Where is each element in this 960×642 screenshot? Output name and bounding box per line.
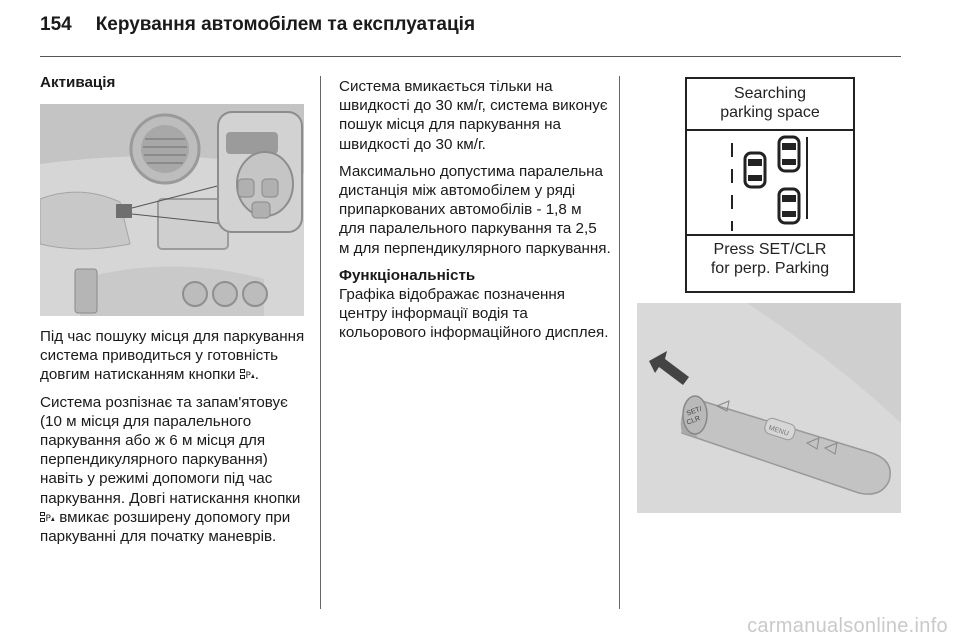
section-heading-activation: Активація [40, 74, 116, 91]
set-label: SET/ [685, 405, 703, 418]
middle-paragraph-2: Максимально допустима паралельна дистанція між автомобілем у ряді припаркованих автомобілів - 1,8 м для паралельного паркування та 2,5 м для перпендикулярного паркування. [339, 162, 611, 257]
section-heading-functionality: Функціональність [339, 266, 476, 284]
header-rule [40, 56, 901, 57]
svg-text:P: P [45, 513, 51, 523]
left-paragraph-1: Під час пошуку місця для паркування система приводиться у готовність довгим натисканням кнопки P . [40, 328, 305, 384]
middle-paragraph-1: Система вмикається тільки на швидкості до 30 км/г, система виконує пошук місця для паркування на швидкості до 30 км/г. [339, 78, 608, 153]
left-paragraph-1-text: Під час пошуку місця для паркування система приводиться у готовність довгим натисканням кнопки [40, 328, 305, 384]
park-assist-icon [240, 369, 255, 380]
left-paragraph-2 [40, 393, 312, 547]
middle-column [339, 77, 611, 351]
stalk-drawing [637, 303, 901, 513]
svg-text:P: P [245, 371, 251, 381]
display-separator-bottom [687, 234, 853, 236]
page-title: Керування автомобілем та експлуатація [95, 14, 476, 35]
column-divider-1 [320, 76, 321, 609]
page-number: 154 [40, 14, 72, 35]
middle-paragraph-3: Графіка відображає позначення центру інформації водія та кольорового інформаційного дисплея. [339, 286, 609, 342]
display-bottom-text [687, 240, 853, 278]
car-icon-parked-1 [779, 137, 799, 171]
parking-scene-graphic [687, 131, 853, 234]
park-assist-icon [40, 512, 55, 523]
display-top-text [687, 84, 853, 122]
column-divider-2 [619, 76, 620, 609]
dashboard-illustration [40, 104, 304, 316]
left-paragraph-2-text: Система розпізнає та запам'ятовує (10 м місця для паралельного паркування або ж 6 м місця для перпендикулярного паркування) навіть у режимі допомоги під час паркування. Довгі натискання кнопки [40, 393, 301, 507]
watermark: carmanualsonline.info [747, 615, 948, 637]
menu-label: MENU [767, 424, 790, 438]
driver-info-display [685, 77, 855, 293]
clr-label: CLR [685, 415, 702, 427]
page-header [40, 14, 475, 36]
left-paragraph-2-end: вмикає розширену допомогу при паркуванні для початку маневрів. [40, 508, 291, 546]
display-top-line-1: Searching [733, 85, 807, 102]
dashboard-drawing [40, 104, 304, 316]
stalk-illustration [637, 303, 901, 513]
left-column [40, 73, 312, 92]
left-text [40, 327, 312, 554]
car-icon-parked-2 [779, 189, 799, 223]
car-icon-moving [745, 153, 765, 187]
display-bottom-line-2: for perp. Parking [710, 260, 830, 277]
display-bottom-line-1: Press SET/CLR [713, 241, 827, 258]
display-top-line-2: parking space [720, 104, 820, 121]
